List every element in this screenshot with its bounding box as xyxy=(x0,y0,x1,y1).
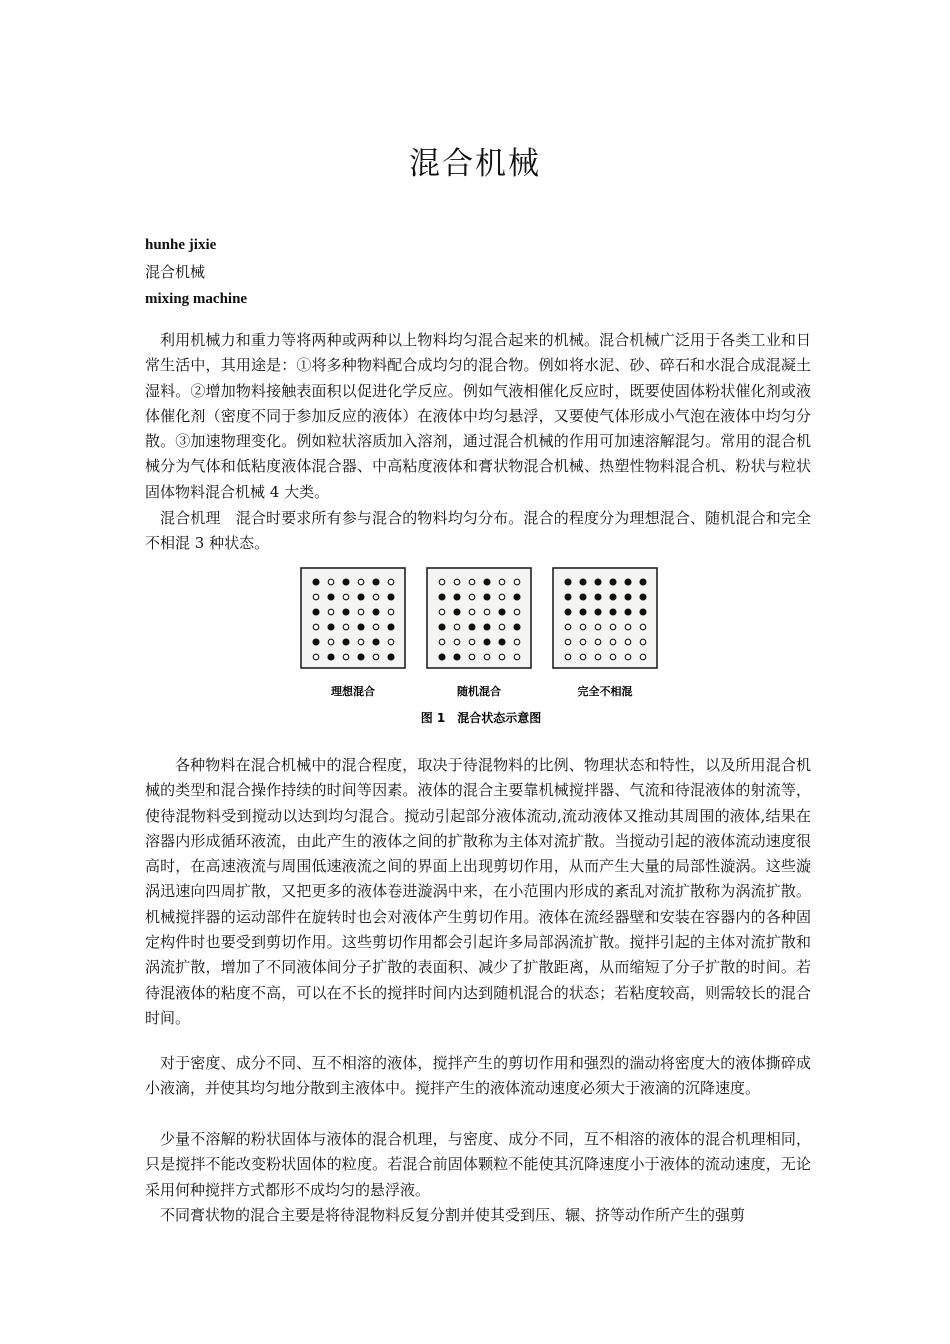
particle-hollow xyxy=(388,639,394,645)
particle-filled xyxy=(595,579,601,585)
particle-filled xyxy=(388,654,394,660)
particle-filled xyxy=(454,654,460,660)
particle-hollow xyxy=(469,639,475,645)
particle-hollow xyxy=(454,579,460,585)
particle-hollow xyxy=(343,624,349,630)
particle-hollow xyxy=(358,609,364,615)
particle-filled xyxy=(454,594,460,600)
particle-hollow xyxy=(580,624,586,630)
particle-filled xyxy=(373,639,379,645)
particle-hollow xyxy=(454,639,460,645)
particle-filled xyxy=(328,654,334,660)
particle-hollow xyxy=(388,609,394,615)
particle-hollow xyxy=(328,639,334,645)
paragraph-intro: 利用机械力和重力等将两种或两种以上物料均匀混合起来的机械。混合机械广泛用于各类工业和日常生活中，其用途是：①将多种物料配合成均匀的混合物。例如将水泥、砂、碎石和水混合成混凝土湿料。②增加物料接触表面积以促进化学反应。例如气液相催化反应时，既要使固体粉状催化剂或液体催化剂（密度不同于参加反应的液体）在液体中均匀悬浮，又要使气体形成小气泡在液体中均匀分散。③加速物理变化。例如粒状溶质加入溶剂，通过混合机械的作用可加速溶解混匀。常用的混合机械分为气体和低粘度液体混合器、中高粘度液体和膏状物混合机械、热塑性物料混合机、粉状与粒状固体物料混合机械 4 大类。 xyxy=(145,331,811,501)
particle-filled xyxy=(499,639,505,645)
particle-filled xyxy=(595,594,601,600)
figure-mixing-states xyxy=(295,560,667,730)
particle-hollow xyxy=(625,639,631,645)
particle-hollow xyxy=(580,639,586,645)
particle-filled xyxy=(565,594,571,600)
particle-hollow xyxy=(595,639,601,645)
particle-filled xyxy=(313,639,319,645)
paragraph-mixing-mechanism: 混合机理 混合时要求所有参与混合的物料均匀分布。混合的程度分为理想混合、随机混合和完全不相混 3 种状态。 xyxy=(145,509,811,553)
particle-hollow xyxy=(565,654,571,660)
particle-filled xyxy=(373,579,379,585)
particle-hollow xyxy=(373,624,379,630)
panel-label: 完全不相混 xyxy=(577,685,633,698)
particle-filled xyxy=(625,579,631,585)
particle-filled xyxy=(373,609,379,615)
term-header xyxy=(145,232,247,313)
particle-filled xyxy=(565,579,571,585)
particle-filled xyxy=(484,594,490,600)
particle-hollow xyxy=(499,594,505,600)
particle-filled xyxy=(580,594,586,600)
particle-hollow xyxy=(514,639,520,645)
particle-filled xyxy=(358,624,364,630)
particle-hollow xyxy=(313,594,319,600)
particle-hollow xyxy=(469,594,475,600)
particle-hollow xyxy=(640,639,646,645)
particle-hollow xyxy=(454,624,460,630)
particle-hollow xyxy=(565,624,571,630)
particle-filled xyxy=(625,594,631,600)
particle-filled xyxy=(388,594,394,600)
particle-hollow xyxy=(358,639,364,645)
particle-filled xyxy=(469,624,475,630)
mixing-panel xyxy=(301,568,405,698)
particle-hollow xyxy=(328,579,334,585)
mixing-panel xyxy=(427,568,531,698)
paragraph-powder-liquid: 少量不溶解的粉状固体与液体的混合机理，与密度、成分不同，互不相溶的液体的混合机理相同，只是搅拌不能改变粉状固体的粒度。若混合前固体颗粒不能使其沉降速度小于液体的流动速度，无论采用何种搅拌方式都形不成均匀的悬浮液。 xyxy=(145,1130,811,1199)
particle-hollow xyxy=(565,639,571,645)
particle-hollow xyxy=(373,654,379,660)
particle-hollow xyxy=(439,639,445,645)
particle-hollow xyxy=(499,624,505,630)
term-pinyin: hunhe jixie xyxy=(145,237,217,253)
particle-hollow xyxy=(640,624,646,630)
particle-filled xyxy=(343,609,349,615)
particle-filled xyxy=(484,579,490,585)
particle-hollow xyxy=(640,654,646,660)
particle-filled xyxy=(580,609,586,615)
particle-filled xyxy=(328,624,334,630)
particle-hollow xyxy=(313,654,319,660)
particle-filled xyxy=(484,639,490,645)
particle-filled xyxy=(640,594,646,600)
particle-filled xyxy=(328,594,334,600)
particle-filled xyxy=(610,609,616,615)
particle-hollow xyxy=(610,639,616,645)
particle-hollow xyxy=(499,579,505,585)
particle-filled xyxy=(640,579,646,585)
particle-filled xyxy=(610,594,616,600)
particle-filled xyxy=(514,594,520,600)
particle-hollow xyxy=(469,654,475,660)
particle-hollow xyxy=(595,654,601,660)
particle-hollow xyxy=(484,609,490,615)
particle-hollow xyxy=(439,579,445,585)
particle-filled xyxy=(388,624,394,630)
particle-hollow xyxy=(313,624,319,630)
particle-hollow xyxy=(580,654,586,660)
particle-hollow xyxy=(499,654,505,660)
particle-hollow xyxy=(328,609,334,615)
paragraph-paste-mixing: 不同膏状物的混合主要是将待混物料反复分割并使其受到压、辗、挤等动作所产生的强剪 xyxy=(160,1206,746,1224)
term-chinese: 混合机械 xyxy=(145,263,206,281)
particle-filled xyxy=(625,609,631,615)
particle-filled xyxy=(640,609,646,615)
particle-filled xyxy=(313,609,319,615)
particle-filled xyxy=(595,609,601,615)
paragraph-liquid-mixing: 各种物料在混合机械中的混合程度，取决于待混物料的比例、物理状态和特性，以及所用混合机械的类型和混合操作持续的时间等因素。液体的混合主要靠机械搅拌器、气流和待混液体的射流等，使待混物料受到搅动以达到均匀混合。搅动引起部分液体流动,流动液体又推动其周围的液体,结果在溶器内形成循环液流，由此产生的液体之间的扩散称为主体对流扩散。当搅动引起的液体流动速度很高时，在高速液流与周围低速液流之间的界面上出现剪切作用，从而产生大量的局部性漩涡。这些漩涡迅速向四周扩散，又把更多的液体卷进漩涡中来，在小范围内形成的紊乱对流扩散称为涡流扩散。机械搅拌器的运动部件在旋转时也会对液体产生剪切作用。液体在流经器壁和安装在容器内的各种固定构件时也要受到剪切作用。这些剪切作用都会引起许多局部涡流扩散。搅拌引起的主体对流扩散和涡流扩散，增加了不同液体间分子扩散的表面积、减少了扩散距离，从而缩短了分子扩散的时间。若待混液体的粘度不高，可以在不长的搅拌时间内达到随机混合的状态；若粘度较高，则需较长的混合时间。 xyxy=(145,756,811,1027)
particle-hollow xyxy=(439,609,445,615)
particle-hollow xyxy=(625,654,631,660)
particle-hollow xyxy=(514,609,520,615)
particle-filled xyxy=(610,579,616,585)
particle-filled xyxy=(439,594,445,600)
particle-hollow xyxy=(625,624,631,630)
particle-filled xyxy=(439,624,445,630)
particle-filled xyxy=(499,609,505,615)
particle-hollow xyxy=(373,594,379,600)
particle-hollow xyxy=(610,654,616,660)
particle-hollow xyxy=(469,609,475,615)
particle-filled xyxy=(358,594,364,600)
paragraph-immiscible-liquids: 对于密度、成分不同、互不相溶的液体，搅拌产生的剪切作用和强烈的湍动将密度大的液体撕碎成小液滴，并使其均匀地分散到主液体中。搅拌产生的液体流动速度必须大于液滴的沉降速度。 xyxy=(145,1054,811,1098)
panel-label: 理想混合 xyxy=(331,685,375,698)
particle-filled xyxy=(343,639,349,645)
page-title: 混合机械 xyxy=(409,146,541,182)
particle-filled xyxy=(454,609,460,615)
particle-filled xyxy=(580,579,586,585)
panel-label: 随机混合 xyxy=(457,685,501,698)
particle-hollow xyxy=(595,624,601,630)
particle-filled xyxy=(484,624,490,630)
particle-hollow xyxy=(358,579,364,585)
particle-hollow xyxy=(514,579,520,585)
particle-hollow xyxy=(388,579,394,585)
figure-caption: 图 1 混合状态示意图 xyxy=(420,711,542,725)
particle-hollow xyxy=(343,654,349,660)
particle-filled xyxy=(343,579,349,585)
particle-filled xyxy=(514,624,520,630)
particle-hollow xyxy=(514,654,520,660)
mixing-panel xyxy=(553,568,657,698)
particle-hollow xyxy=(610,624,616,630)
figure-diagram xyxy=(295,560,667,730)
particle-filled xyxy=(565,609,571,615)
particle-hollow xyxy=(484,654,490,660)
particle-hollow xyxy=(343,594,349,600)
particle-filled xyxy=(358,654,364,660)
particle-hollow xyxy=(469,579,475,585)
term-english: mixing machine xyxy=(145,291,248,307)
particle-filled xyxy=(313,579,319,585)
particle-filled xyxy=(439,654,445,660)
